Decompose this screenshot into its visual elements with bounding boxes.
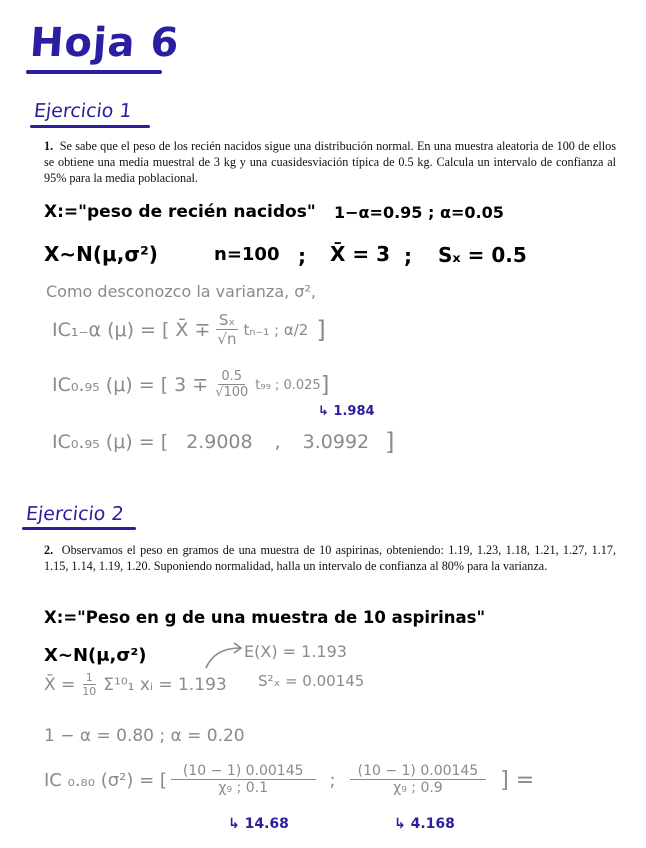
ex1-confidence-level: 1−α=0.95 ; α=0.05 xyxy=(334,203,504,222)
ex1-ci-substituted-lhs: IC₀.₉₅ (μ) = [ xyxy=(52,374,169,397)
ex1-separator-1: ; xyxy=(298,244,306,268)
ex1-separator-2: ; xyxy=(404,244,412,268)
ex2-confidence-level: 1 − α = 0.80 ; α = 0.20 xyxy=(44,726,245,746)
ex2-expected-value: E(X) = 1.193 xyxy=(244,642,347,661)
ex1-ci-result-close: ] xyxy=(385,428,395,456)
ex1-sample-mean: X̄ = 3 xyxy=(330,242,391,266)
ex1-ci-formula-denominator: √n xyxy=(217,329,237,348)
ex1-ci-formula-t: tₙ₋₁ ; α/2 xyxy=(243,320,309,339)
ex1-variable-definition: X:="peso de recién nacidos" xyxy=(44,202,316,222)
ex1-ci-upper: 3.0992 xyxy=(302,431,370,453)
page-title: Hoja 6 xyxy=(28,20,182,66)
exercise-1-heading: Ejercicio 1 xyxy=(32,100,133,122)
ex1-ci-formula-close: ] xyxy=(316,315,326,344)
ex1-ci-formula-numerator: Sₓ xyxy=(216,312,238,330)
ex1-unknown-variance-note: Como desconozco la varianza, σ², xyxy=(46,282,316,301)
ex2-ci-lhs: IC ₀.₈₀ (σ²) = [ xyxy=(44,770,167,792)
ex1-ci-formula-lhs: IC₁₋α (μ) = [ xyxy=(52,318,170,341)
exercise-2-number: 2. xyxy=(44,543,54,557)
ex1-distribution: X∼N(μ,σ²) xyxy=(44,242,158,266)
ex2-sample-mean-sum: Σ¹⁰₁ xᵢ = 1.193 xyxy=(103,675,227,696)
ex1-sample-sd: Sₓ = 0.5 xyxy=(438,243,527,267)
exercise-1-number: 1. xyxy=(44,139,54,153)
ex1-ci-substituted-numerator: 0.5 xyxy=(218,370,245,385)
exercise-2-heading: Ejercicio 2 xyxy=(24,503,125,525)
ex1-t-value-note: ↳ 1.984 xyxy=(318,404,375,419)
ex2-chi-value-2: ↳ 4.168 xyxy=(394,816,455,832)
ex2-sample-mean-lhs: X̄ = xyxy=(44,675,76,696)
ex2-ci-close: ] = xyxy=(500,768,535,794)
ex2-sample-mean-denominator: 10 xyxy=(82,685,97,699)
ex1-ci-substituted-denominator: √100 xyxy=(215,385,249,401)
ex2-chi-value-1: ↳ 14.68 xyxy=(228,816,289,832)
ex1-sample-size: n=100 xyxy=(214,244,280,265)
ex2-ci-denominator-1: χ₉ ; 0.1 xyxy=(218,780,269,797)
exercise-1-text: Se sabe que el peso de los recién nacidos sigue una distribución normal. En una muestra aleatoria de 100 de ellos se obtiene una media muestral de 3 kg y una cuasidesviación típica de 0.5 kg. Calcula un intervalo de confianza al 95% para la media poblacional. xyxy=(44,139,616,185)
ex2-ci-numerator-2: (10 − 1) 0.00145 xyxy=(350,764,487,780)
ex1-ci-result-lhs: IC₀.₉₅ (μ) = [ xyxy=(52,431,169,453)
ex1-ci-lower: 2.9008 xyxy=(186,431,253,453)
ex1-ci-substituted-mean: 3 ∓ xyxy=(174,374,209,397)
ex2-ci-denominator-2: χ₉ ; 0.9 xyxy=(393,780,443,797)
ex2-sample-mean-numerator: 1 xyxy=(83,672,96,685)
ex1-ci-substituted-t: t₉₉ ; 0.025 xyxy=(255,377,321,393)
ex1-ci-separator: , xyxy=(274,431,281,453)
ex1-ci-substituted-close: ] xyxy=(320,372,330,398)
ex2-sample-variance: S²ₓ = 0.00145 xyxy=(258,672,365,690)
ex1-ci-formula-mean: X̄ ∓ xyxy=(175,318,211,341)
ex2-distribution: X∼N(μ,σ²) xyxy=(44,645,147,666)
ex2-ci-numerator-1: (10 − 1) 0.00145 xyxy=(171,764,316,780)
exercise-2-text: Observamos el peso en gramos de una muestra de 10 aspirinas, obteniendo: 1.19, 1.23, 1.18, 1.21, 1.27, 1.17, 1.15, 1.14, 1.19, 1.20. Suponiendo normalidad, halla un intervalo de confianza al 80% para la varianza. xyxy=(44,543,616,573)
ex2-ci-separator: ; xyxy=(329,770,336,792)
ex2-variable-definition: X:="Peso en g de una muestra de 10 aspirinas" xyxy=(44,608,486,627)
